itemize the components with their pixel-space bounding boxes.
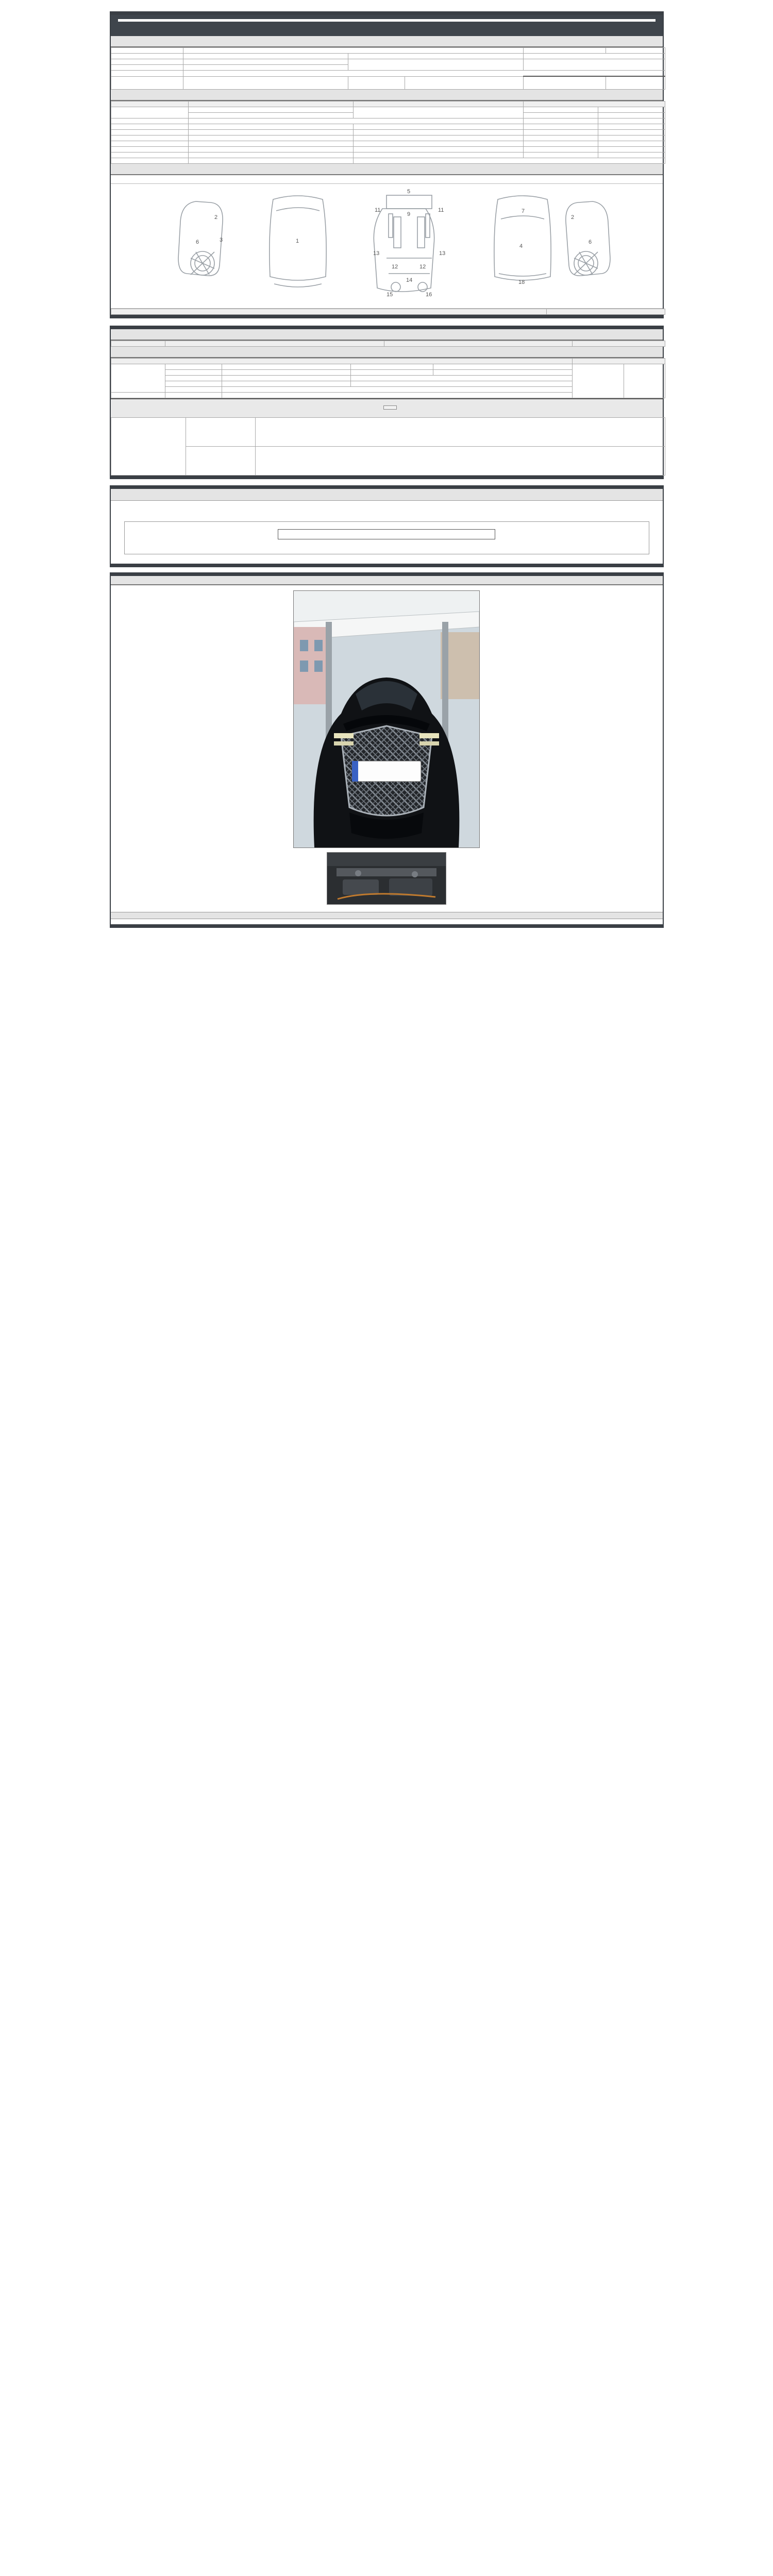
section-detail <box>111 329 663 341</box>
recall-item <box>353 158 665 163</box>
usagechange-state <box>188 141 353 146</box>
mileage-state-2 <box>188 112 353 118</box>
mainoption-item <box>353 152 523 158</box>
remarks-label <box>111 417 186 475</box>
page-2 <box>110 326 664 479</box>
transmission-options <box>523 59 665 71</box>
basicitems-state <box>222 392 572 398</box>
etc-price-note <box>624 364 665 398</box>
tuning-note <box>598 129 665 135</box>
transmission-label <box>348 59 523 71</box>
svg-text:15: 15 <box>386 291 393 298</box>
repair-glass-label <box>165 386 222 392</box>
svg-text:12: 12 <box>419 263 426 270</box>
warranty-options <box>405 76 523 89</box>
photo-area <box>111 585 663 912</box>
svg-text:11: 11 <box>375 207 381 213</box>
comp-col-price <box>523 101 665 107</box>
recall-state <box>188 158 353 163</box>
detail-table <box>111 341 665 347</box>
regno-value <box>606 48 665 54</box>
repair-tire-label <box>165 381 222 386</box>
rank-table <box>111 309 665 315</box>
usagechange-item <box>353 141 523 146</box>
svg-text:4: 4 <box>519 243 523 249</box>
section-accident-history <box>111 164 663 175</box>
carname-label <box>111 48 183 54</box>
special-price <box>523 135 598 141</box>
section-etc <box>111 347 663 358</box>
notices-body <box>111 501 663 514</box>
mainoption-note <box>598 152 665 158</box>
basicitems-label <box>165 392 222 398</box>
rank-col-price <box>546 309 665 314</box>
mileage-label <box>111 107 188 118</box>
repair-interior-state <box>433 364 572 369</box>
svg-text:6: 6 <box>196 239 199 245</box>
repair-wheel-state <box>222 375 350 381</box>
vinmark-state <box>188 118 523 124</box>
svg-text:13: 13 <box>439 250 446 257</box>
emission-note <box>598 124 665 129</box>
accident-notes <box>111 175 663 184</box>
firstreg-label <box>111 59 183 65</box>
svg-text:18: 18 <box>518 279 525 285</box>
basicitems-group-label <box>111 392 165 398</box>
repair-tire-note <box>350 381 572 386</box>
remarks-appraiser-value <box>255 446 665 475</box>
remarks-appraiser-label <box>186 446 255 475</box>
title-header <box>111 15 663 36</box>
mainoption-price <box>523 152 598 158</box>
final-price-value <box>383 405 397 410</box>
vinmark-label <box>111 118 188 124</box>
remarks-inspector-label <box>186 417 255 446</box>
baseprice-label <box>523 76 606 89</box>
remarks-inspector-value <box>255 417 665 446</box>
repair-interior-label <box>350 364 433 369</box>
color-state <box>188 146 353 152</box>
detail-col-price <box>572 341 665 346</box>
detail-col-item <box>165 341 384 346</box>
etc-table <box>111 358 665 398</box>
remarks-table <box>111 417 665 476</box>
usagechange-label <box>111 141 188 146</box>
special-item <box>353 135 523 141</box>
repair-tire-state <box>222 381 350 386</box>
mileage-item <box>353 107 523 118</box>
comprehensive-table <box>111 101 665 164</box>
rank-col-head <box>111 309 546 314</box>
repair-polish-state <box>222 369 350 375</box>
engine-label <box>111 76 183 89</box>
svg-text:9: 9 <box>407 211 411 217</box>
fuel-options <box>183 71 665 77</box>
vin-value <box>183 65 348 71</box>
baseprice-value <box>606 76 665 89</box>
svg-text:1: 1 <box>296 238 299 244</box>
etc-col-price <box>572 358 665 364</box>
tuning-price <box>523 129 598 135</box>
special-label <box>111 135 188 141</box>
special-note <box>598 135 665 141</box>
mileage-state-1 <box>188 107 353 112</box>
color-item <box>353 146 523 152</box>
repair-exterior-label <box>165 364 222 369</box>
vin-label <box>111 65 183 71</box>
signature-header <box>111 912 663 919</box>
emission-label <box>111 124 188 129</box>
color-label <box>111 146 188 152</box>
svg-text:11: 11 <box>438 207 444 213</box>
notices-title <box>111 489 663 501</box>
repair-polish-label <box>165 369 222 375</box>
document <box>110 11 664 928</box>
year-value <box>183 54 348 59</box>
color-price <box>523 146 598 152</box>
warranty-label <box>348 76 405 89</box>
color-note <box>598 146 665 152</box>
page-1 <box>110 11 664 318</box>
detail-col-device <box>111 341 165 346</box>
detail-col-state <box>384 341 572 346</box>
car-diagram-svg <box>119 186 654 303</box>
repair-wheel-label <box>165 375 222 381</box>
vinmark-price <box>523 118 598 124</box>
section-photos <box>111 576 663 585</box>
repair-group-label <box>111 364 165 392</box>
svg-text:13: 13 <box>373 250 380 257</box>
car-diagram <box>111 184 663 309</box>
usagechange-price <box>523 141 598 146</box>
etc-col-item <box>111 358 572 364</box>
svg-text:5: 5 <box>407 188 411 195</box>
repair-wheel-note <box>350 375 572 381</box>
photo-undercarriage <box>327 852 446 905</box>
emission-values <box>353 124 523 129</box>
svg-text:14: 14 <box>406 277 413 283</box>
fee-row <box>111 919 663 921</box>
final-price-band <box>111 398 663 417</box>
mileage-price-2 <box>523 112 598 118</box>
svg-text:6: 6 <box>589 239 592 245</box>
repair-glass-state <box>222 386 572 392</box>
regno-label <box>523 48 606 54</box>
special-state <box>188 135 353 141</box>
svg-text:7: 7 <box>522 208 525 214</box>
firstreg-value <box>183 59 348 65</box>
basic-info-table <box>111 47 665 90</box>
mileage-price-1 <box>523 107 598 112</box>
recall-label <box>111 158 188 163</box>
header-stripe <box>118 19 656 22</box>
svg-text:3: 3 <box>220 236 223 243</box>
mileage-note-1 <box>598 107 665 112</box>
svg-text:16: 16 <box>426 291 432 298</box>
mainoption-label <box>111 152 188 158</box>
tuning-state <box>188 129 353 135</box>
vinmark-note <box>598 118 665 124</box>
price-appraisal-box <box>124 521 649 554</box>
box-title <box>278 529 495 539</box>
tuning-label <box>111 129 188 135</box>
usagechange-note <box>598 141 665 146</box>
comp-col-usage <box>111 101 188 107</box>
repair-cleaning-label <box>350 369 433 375</box>
carname-value <box>183 48 523 54</box>
comp-col-item <box>353 101 523 107</box>
year-label <box>111 54 183 59</box>
page-4 <box>110 572 664 928</box>
emission-state <box>188 124 353 129</box>
page-3 <box>110 485 664 567</box>
repair-cleaning-state <box>433 369 572 375</box>
comp-col-state <box>188 101 353 107</box>
valid-value <box>523 54 665 59</box>
fuel-label <box>111 71 183 77</box>
emission-price <box>523 124 598 129</box>
section-basic-info <box>111 36 663 47</box>
section-comprehensive <box>111 90 663 101</box>
repair-exterior-state <box>222 364 350 369</box>
tuning-item <box>353 129 523 135</box>
mileage-note-2 <box>598 112 665 118</box>
svg-text:2: 2 <box>571 214 575 221</box>
svg-text:12: 12 <box>392 263 398 270</box>
engine-value <box>183 76 348 89</box>
mainoption-state <box>188 152 353 158</box>
photo-car-front <box>293 590 480 848</box>
svg-text:2: 2 <box>214 214 218 221</box>
valid-label <box>348 54 523 59</box>
etc-price <box>572 364 624 398</box>
